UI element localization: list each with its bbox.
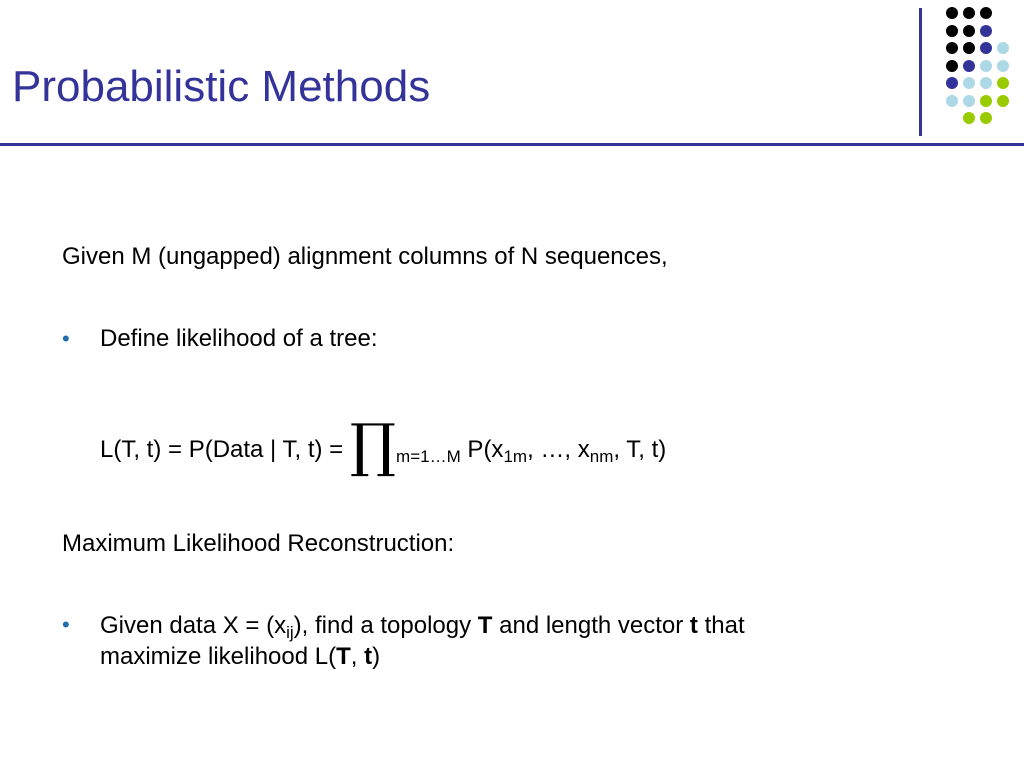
decoration-dot-empty	[946, 112, 958, 124]
decoration-dot	[963, 95, 975, 107]
decoration-dot	[946, 7, 958, 19]
text-part: ,	[350, 643, 365, 671]
decoration-dot-empty	[929, 112, 941, 124]
subscript-nm: nm	[589, 447, 614, 466]
product-symbol: ∏	[349, 411, 397, 479]
decoration-dot	[997, 60, 1009, 72]
text-part: maximize likelihood L(	[100, 643, 337, 671]
subscript-1m: 1m	[503, 447, 528, 466]
decoration-dot	[963, 25, 975, 37]
decoration-dot	[997, 77, 1009, 89]
text-part: and length vector	[492, 612, 690, 639]
vertical-divider	[919, 8, 922, 136]
text-part: )	[372, 643, 381, 671]
bold-T: T	[336, 643, 351, 671]
subscript-ij: ij	[286, 623, 294, 642]
decoration-dot	[963, 60, 975, 72]
bullet-text	[100, 612, 745, 672]
decoration-dot	[980, 25, 992, 37]
decoration-dot-empty	[997, 7, 1009, 19]
decoration-dot	[946, 60, 958, 72]
intro-paragraph: Given M (ungapped) alignment columns of N sequences,	[62, 243, 668, 270]
decoration-dot	[980, 60, 992, 72]
bold-t: t	[364, 643, 373, 671]
decoration-dot	[963, 7, 975, 19]
dot-grid-decoration	[929, 7, 1009, 124]
decoration-dot-empty	[929, 95, 941, 107]
bullet-marker: •	[62, 612, 70, 637]
decoration-dot	[980, 42, 992, 54]
decoration-dot-empty	[929, 25, 941, 37]
decoration-dot	[946, 95, 958, 107]
equation-lhs: L(T, t) = P(Data | T, t) =	[100, 436, 350, 463]
equation-term-mid: , …, x	[527, 436, 590, 463]
slide-title: Probabilistic Methods	[12, 62, 431, 111]
bullet-define-likelihood	[62, 325, 378, 354]
decoration-dot-empty	[997, 112, 1009, 124]
decoration-dot	[946, 77, 958, 89]
decoration-dot-empty	[929, 77, 941, 89]
product-range: m=1…M	[396, 447, 461, 466]
decoration-dot	[997, 42, 1009, 54]
decoration-dot-empty	[929, 7, 941, 19]
decoration-dot	[963, 77, 975, 89]
bullet-text: Define likelihood of a tree:	[100, 325, 378, 352]
bullet-given-data	[62, 612, 745, 672]
bold-t: t	[689, 612, 698, 639]
equation-term-open: P(x	[460, 436, 504, 463]
text-part: ), find a topology	[293, 612, 478, 639]
decoration-dot	[980, 77, 992, 89]
decoration-dot-empty	[929, 42, 941, 54]
decoration-dot	[946, 25, 958, 37]
decoration-dot	[963, 112, 975, 124]
decoration-dot-empty	[997, 25, 1009, 37]
decoration-dot	[980, 95, 992, 107]
decoration-dot	[997, 95, 1009, 107]
decoration-dot	[946, 42, 958, 54]
decoration-dot	[963, 42, 975, 54]
bullet-marker: •	[62, 326, 70, 351]
decoration-dot-empty	[929, 60, 941, 72]
decoration-dot	[980, 112, 992, 124]
decoration-dot	[980, 7, 992, 19]
ml-heading: Maximum Likelihood Reconstruction:	[62, 530, 455, 557]
title-divider	[0, 143, 1024, 146]
likelihood-equation	[100, 411, 667, 479]
text-part: that	[697, 612, 745, 639]
text-part: Given data X = (x	[100, 612, 287, 639]
equation-term-close: , T, t)	[613, 436, 667, 463]
bold-T: T	[477, 612, 493, 639]
